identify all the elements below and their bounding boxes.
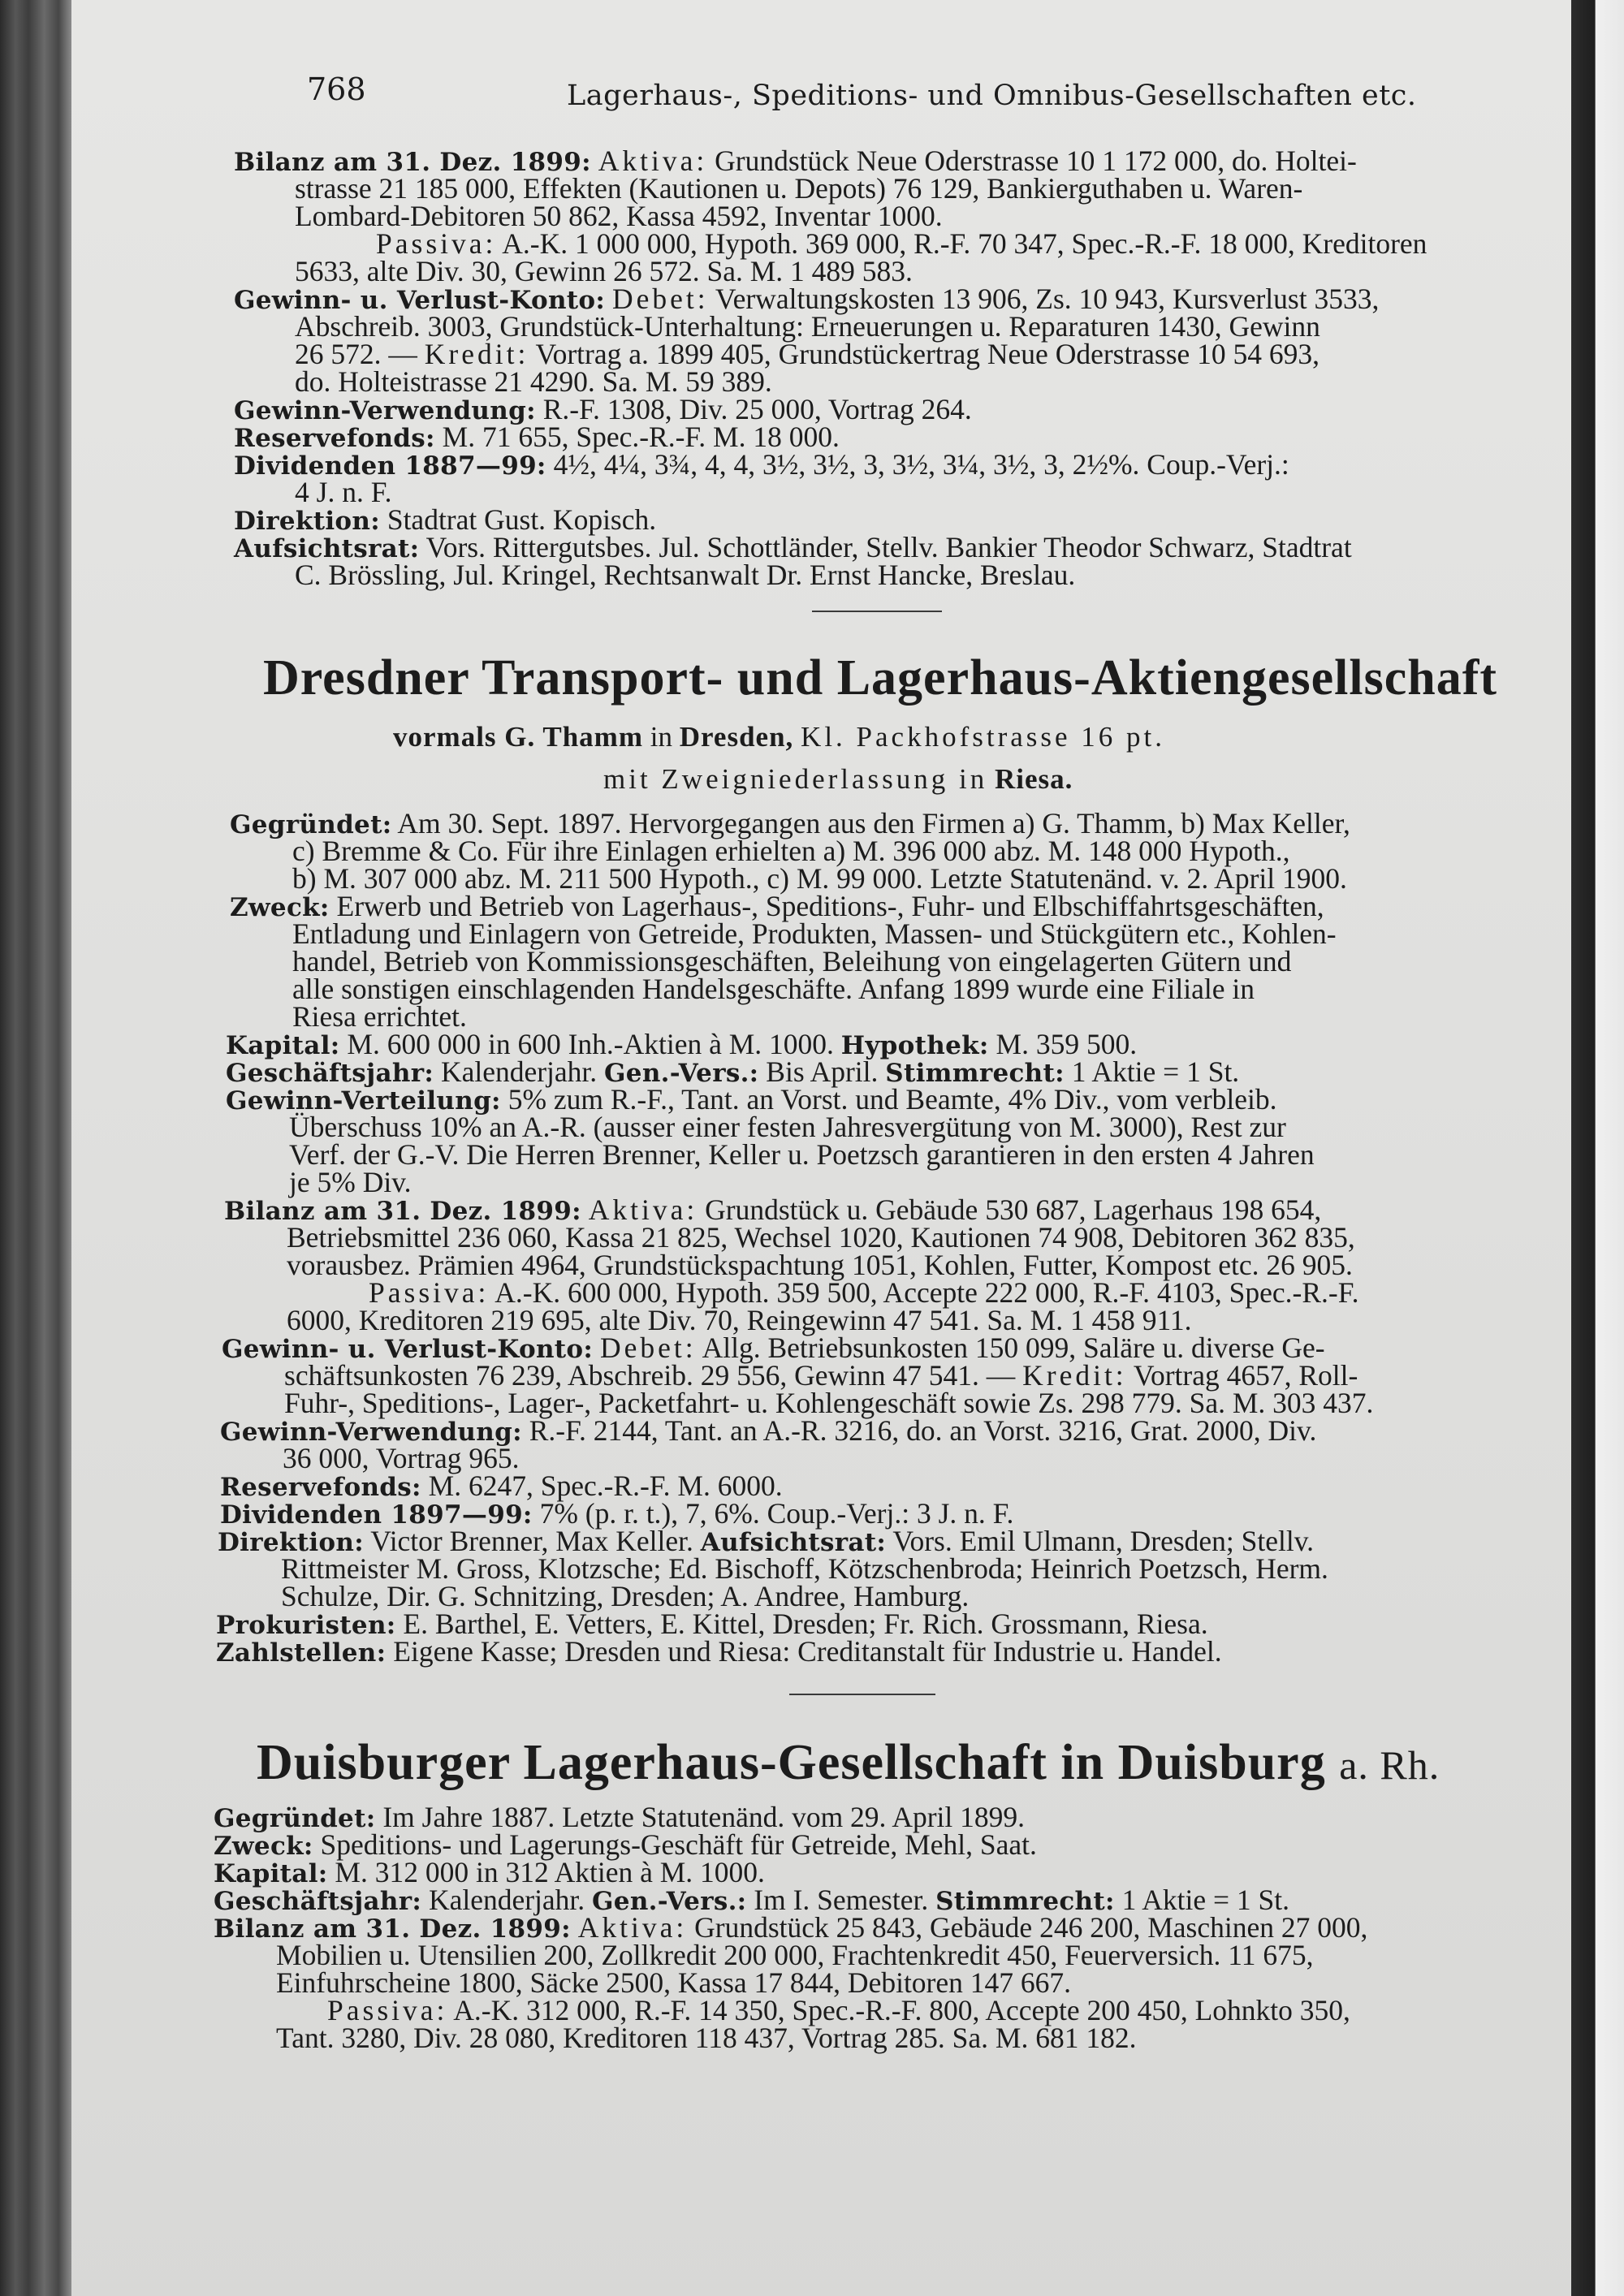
text-line: Geschäftsjahr: Kalenderjahr. Gen.-Vers.: Bis April. Stimmrecht: 1 Aktie = 1 St. xyxy=(226,1055,1240,1088)
text-line: Gewinn- u. Verlust-Konto: Debet: Verwaltungskosten 13 906, Zs. 10 943, Kursverlust 3533, xyxy=(234,283,1380,315)
text-line: vorausbez. Prämien 4964, Grundstückspachtung 1051, Kohlen, Futter, Kompost etc. 26 905. xyxy=(287,1249,1353,1281)
text-line: Dividenden 1897—99: 7% (p. r. t.), 7, 6%. Coup.-Verj.: 3 J. n. F. xyxy=(220,1497,1014,1530)
text-line: Zweck: Speditions- und Lagerungs-Geschäft für Getreide, Mehl, Saat. xyxy=(214,1828,1037,1861)
text-line: Zahlstellen: Eigene Kasse; Dresden und Riesa: Creditanstalt für Industrie u. Handel. xyxy=(216,1635,1222,1668)
running-title: Lagerhaus-, Speditions- und Omnibus-Gesellschaften etc. xyxy=(567,80,1417,112)
section-divider xyxy=(812,611,942,612)
text-line: Direktion: Stadtrat Gust. Kopisch. xyxy=(234,503,657,536)
text-line: Geschäftsjahr: Kalenderjahr. Gen.-Vers.: Im I. Semester. Stimmrecht: 1 Aktie = 1 St. xyxy=(214,1884,1290,1916)
text-line: Verf. der G.-V. Die Herren Brenner, Keller u. Poetzsch garantieren in den ersten 4 Jahren xyxy=(289,1138,1315,1171)
text-line: 4 J. n. F. xyxy=(295,476,392,508)
text-line: Passiva: A.-K. 1 000 000, Hypoth. 369 000, R.-F. 70 347, Spec.-R.-F. 18 000, Kreditoren xyxy=(376,227,1427,260)
text-line: Lombard-Debitoren 50 862, Kassa 4592, Inventar 1000. xyxy=(295,200,943,232)
text-line: Entladung und Einlagern von Getreide, Produkten, Massen- und Stückgütern etc., Kohlen- xyxy=(292,917,1337,950)
text-line: Reservefonds: M. 71 655, Spec.-R.-F. M. 18 000. xyxy=(234,421,840,453)
company-subtitle: vormals G. Thamm in Dresden, Kl. Packhofstrasse 16 pt. xyxy=(393,721,1166,753)
book-page xyxy=(71,0,1571,2296)
text-line: Mobilien u. Utensilien 200, Zollkredit 200 000, Frachtenkredit 450, Feuerversich. 11 675, xyxy=(276,1939,1314,1971)
text-line: c) Bremme & Co. Für ihre Einlagen erhielten a) M. 396 000 abz. M. 148 000 Hypoth., xyxy=(292,835,1290,867)
text-line: strasse 21 185 000, Effekten (Kautionen u. Depots) 76 129, Bankierguthaben u. Waren- xyxy=(295,172,1303,205)
text-line: Gegründet: Am 30. Sept. 1897. Hervorgegangen aus den Firmen a) G. Thamm, b) Max Keller, xyxy=(230,807,1350,839)
text-line: Zweck: Erwerb und Betrieb von Lagerhaus-, Speditions-, Fuhr- und Elbschiffahrtsgeschäften, xyxy=(230,890,1324,922)
text-line: Gewinn-Verteilung: 5% zum R.-F., Tant. an Vorst. und Beamte, 4% Div., vom verbleib. xyxy=(226,1083,1277,1116)
text-line: Gegründet: Im Jahre 1887. Letzte Statutenänd. vom 29. April 1899. xyxy=(214,1801,1026,1833)
company-title: Dresdner Transport- und Lagerhaus-Aktiengesellschaft xyxy=(263,650,1497,706)
text-line: C. Brössling, Jul. Kringel, Rechtsanwalt Dr. Ernst Hancke, Breslau. xyxy=(295,559,1076,591)
text-line: Einfuhrscheine 1800, Säcke 2500, Kassa 17 844, Debitoren 147 667. xyxy=(276,1966,1072,1999)
text-line: Kapital: M. 600 000 in 600 Inh.-Aktien à M. 1000. Hypothek: M. 359 500. xyxy=(226,1028,1138,1060)
text-line: Fuhr-, Speditions-, Lager-, Packetfahrt- u. Kohlengeschäft sowie Zs. 298 779. Sa. M. 303 437. xyxy=(284,1387,1374,1419)
text-line: Riesa errichtet. xyxy=(292,1000,467,1033)
text-line: Passiva: A.-K. 312 000, R.-F. 14 350, Spec.-R.-F. 800, Accepte 200 450, Lohnkto 350, xyxy=(327,1994,1350,2026)
scan-left-edge xyxy=(0,0,71,2296)
text-line: Reservefonds: M. 6247, Spec.-R.-F. M. 6000. xyxy=(220,1470,783,1502)
text-line: Gewinn-Verwendung: R.-F. 1308, Div. 25 000, Vortrag 264. xyxy=(234,393,972,425)
text-line: Rittmeister M. Gross, Klotzsche; Ed. Bischoff, Kötzschenbroda; Heinrich Poetzsch, Herm. xyxy=(281,1552,1328,1585)
text-line: je 5% Div. xyxy=(289,1166,412,1198)
text-line: 5633, alte Div. 30, Gewinn 26 572. Sa. M. 1 489 583. xyxy=(295,255,913,287)
text-line: Gewinn- u. Verlust-Konto: Debet: Allg. Betriebsunkosten 150 099, Saläre u. diverse Ge- xyxy=(222,1331,1325,1364)
text-line: alle sonstigen einschlagenden Handelsgeschäfte. Anfang 1899 wurde eine Filiale in xyxy=(292,973,1255,1005)
text-line: 36 000, Vortrag 965. xyxy=(283,1442,520,1474)
text-line: b) M. 307 000 abz. M. 211 500 Hypoth., c) M. 99 000. Letzte Statutenänd. v. 2. April 1900. xyxy=(292,862,1347,895)
text-line: Tant. 3280, Div. 28 080, Kreditoren 118 437, Vortrag 285. Sa. M. 681 182. xyxy=(276,2022,1137,2054)
text-line: schäftsunkosten 76 239, Abschreib. 29 556, Gewinn 47 541. — Kredit: Vortrag 4657, Roll- xyxy=(284,1359,1358,1392)
text-line: 6000, Kreditoren 219 695, alte Div. 70, Reingewinn 47 541. Sa. M. 1 458 911. xyxy=(287,1304,1192,1336)
text-line: Gewinn-Verwendung: R.-F. 2144, Tant. an A.-R. 3216, do. an Vorst. 3216, Grat. 2000, Div. xyxy=(220,1414,1317,1447)
text-line: Aufsichtsrat: Vors. Rittergutsbes. Jul. Schottländer, Stellv. Bankier Theodor Schwarz, Stadtrat xyxy=(234,531,1352,563)
text-line: Abschreib. 3003, Grundstück-Unterhaltung: Erneuerungen u. Reparaturen 1430, Gewinn xyxy=(295,310,1320,343)
text-line: Betriebsmittel 236 060, Kassa 21 825, Wechsel 1020, Kautionen 74 908, Debitoren 362 835, xyxy=(287,1221,1355,1254)
company-title: Duisburger Lagerhaus-Gesellschaft in Duisburg a. Rh. xyxy=(257,1735,1440,1790)
text-line: Bilanz am 31. Dez. 1899: Aktiva: Grundstück 25 843, Gebäude 246 200, Maschinen 27 000, xyxy=(214,1911,1368,1944)
text-line: Kapital: M. 312 000 in 312 Aktien à M. 1000. xyxy=(214,1856,765,1888)
text-line: handel, Betrieb von Kommissionsgeschäften, Beleihung von eingelagerten Gütern und xyxy=(292,945,1292,978)
text-line: Direktion: Victor Brenner, Max Keller. Aufsichtsrat: Vors. Emil Ulmann, Dresden; Stellv. xyxy=(218,1525,1315,1557)
company-subtitle: mit Zweigniederlassung in Riesa. xyxy=(603,763,1073,795)
text-line: Passiva: A.-K. 600 000, Hypoth. 359 500, Accepte 222 000, R.-F. 4103, Spec.-R.-F. xyxy=(369,1276,1359,1309)
text-line: Schulze, Dir. G. Schnitzing, Dresden; A. Andree, Hamburg. xyxy=(281,1580,970,1612)
text-line: Prokuristen: E. Barthel, E. Vetters, E. Kittel, Dresden; Fr. Rich. Grossmann, Riesa. xyxy=(216,1608,1208,1640)
text-line: do. Holteistrasse 21 4290. Sa. M. 59 389. xyxy=(295,365,772,398)
text-line: Überschuss 10% an A.-R. (ausser einer festen Jahresvergütung von M. 3000), Rest zur xyxy=(289,1111,1286,1143)
text-line: Dividenden 1887—99: 4½, 4¼, 3¾, 4, 4, 3½, 3½, 3, 3½, 3¼, 3½, 3, 2½%. Coup.-Verj.: xyxy=(234,448,1289,481)
text-line: 26 572. — Kredit: Vortrag a. 1899 405, Grundstückertrag Neue Oderstrasse 10 54 693, xyxy=(295,338,1320,370)
scan-right-edge xyxy=(1571,0,1624,2296)
text-line: Bilanz am 31. Dez. 1899: Aktiva: Grundstück u. Gebäude 530 687, Lagerhaus 198 654, xyxy=(224,1193,1322,1226)
page-number: 768 xyxy=(307,71,366,107)
text-line: Bilanz am 31. Dez. 1899: Aktiva: Grundstück Neue Oderstrasse 10 1 172 000, do. Holtei- xyxy=(234,145,1357,177)
section-divider xyxy=(789,1694,935,1695)
